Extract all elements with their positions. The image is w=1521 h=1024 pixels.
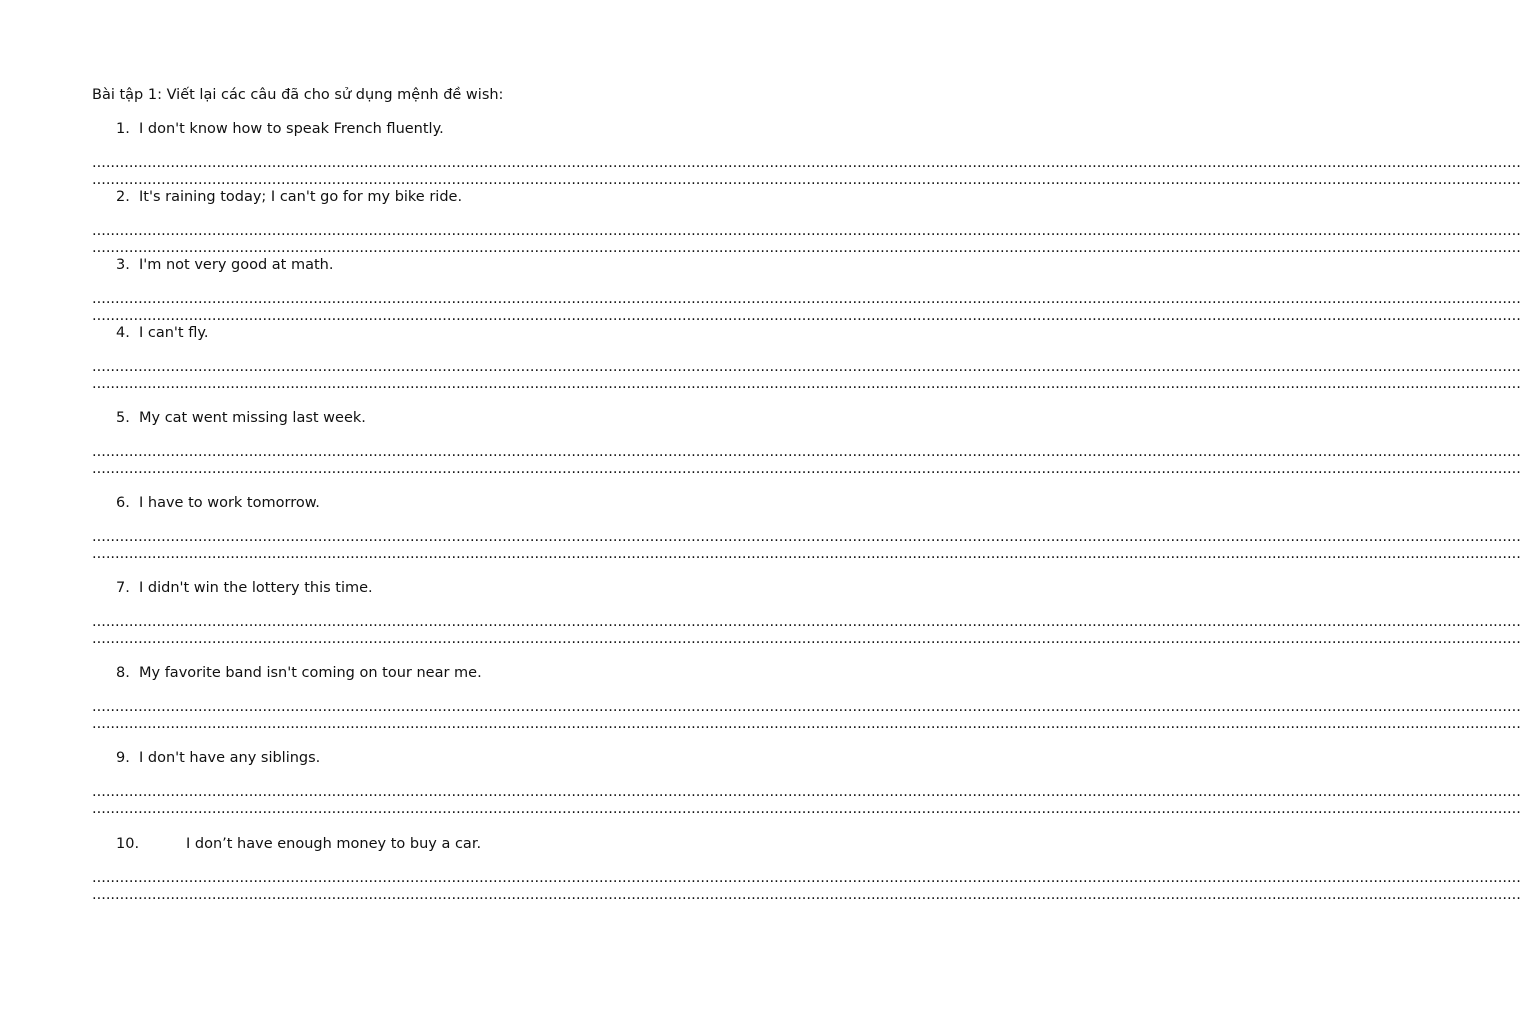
answer-line: ......................................................................................................................................................................................................................................................................................................................: [92, 784, 1521, 800]
answer-line-continuation: ......................................................................................................................................................................................................................................................................................................................: [92, 240, 1521, 256]
answer-line: ......................................................................................................................................................................................................................................................................................................................: [92, 223, 1521, 239]
exercise-number: 10.: [116, 836, 140, 852]
answer-line: ......................................................................................................................................................................................................................................................................................................................: [92, 699, 1521, 715]
answer-line-continuation: ......................................................................................................................................................................................................................................................................................................................: [92, 308, 1521, 324]
exercise-number: 4.: [116, 325, 130, 341]
answer-line: ......................................................................................................................................................................................................................................................................................................................: [92, 870, 1521, 886]
exercise-sentence: My cat went missing last week.: [139, 410, 366, 426]
answer-line-continuation: ......................................................................................................................................................................................................................................................................................................................: [92, 801, 1521, 817]
answer-line-continuation: ......................................................................................................................................................................................................................................................................................................................: [92, 461, 1521, 477]
answer-line: ......................................................................................................................................................................................................................................................................................................................: [92, 614, 1521, 630]
answer-line: ......................................................................................................................................................................................................................................................................................................................: [92, 444, 1521, 460]
exercise-sentence: I'm not very good at math.: [139, 257, 334, 273]
answer-line-continuation: ......................................................................................................................................................................................................................................................................................................................: [92, 887, 1521, 903]
exercise-number: 3.: [116, 257, 130, 273]
answer-line-continuation: ......................................................................................................................................................................................................................................................................................................................: [92, 716, 1521, 732]
answer-line: ......................................................................................................................................................................................................................................................................................................................: [92, 291, 1521, 307]
answer-line-continuation: ......................................................................................................................................................................................................................................................................................................................: [92, 631, 1521, 647]
answer-line: ......................................................................................................................................................................................................................................................................................................................: [92, 529, 1521, 545]
answer-line-continuation: ......................................................................................................................................................................................................................................................................................................................: [92, 376, 1521, 392]
answer-line-continuation: ......................................................................................................................................................................................................................................................................................................................: [92, 172, 1521, 188]
exercise-sentence: I don't have any siblings.: [139, 750, 321, 766]
answer-line: ......................................................................................................................................................................................................................................................................................................................: [92, 155, 1521, 171]
exercise-sentence: My favorite band isn't coming on tour near me.: [139, 665, 482, 681]
exercise-sentence: I didn't win the lottery this time.: [139, 580, 373, 596]
exercise-number: 9.: [116, 750, 130, 766]
exercise-number: 8.: [116, 665, 130, 681]
exercise-sentence: I have to work tomorrow.: [139, 495, 320, 511]
answer-line-continuation: ......................................................................................................................................................................................................................................................................................................................: [92, 546, 1521, 562]
exercise-sentence: I can't fly.: [139, 325, 209, 341]
exercise-sentence: It's raining today; I can't go for my bike ride.: [139, 189, 463, 205]
answer-line: ......................................................................................................................................................................................................................................................................................................................: [92, 359, 1521, 375]
exercise-sentence: I don’t have enough money to buy a car.: [186, 836, 482, 852]
exercise-number: 7.: [116, 580, 130, 596]
exercise-sentence: I don't know how to speak French fluently.: [139, 121, 444, 137]
exercise-heading: Bài tập 1: Viết lại các câu đã cho sử dụng mệnh đề wish:: [92, 87, 504, 103]
exercise-number: 2.: [116, 189, 130, 205]
exercise-number: 5.: [116, 410, 130, 426]
exercise-number: 6.: [116, 495, 130, 511]
exercise-number: 1.: [116, 121, 130, 137]
